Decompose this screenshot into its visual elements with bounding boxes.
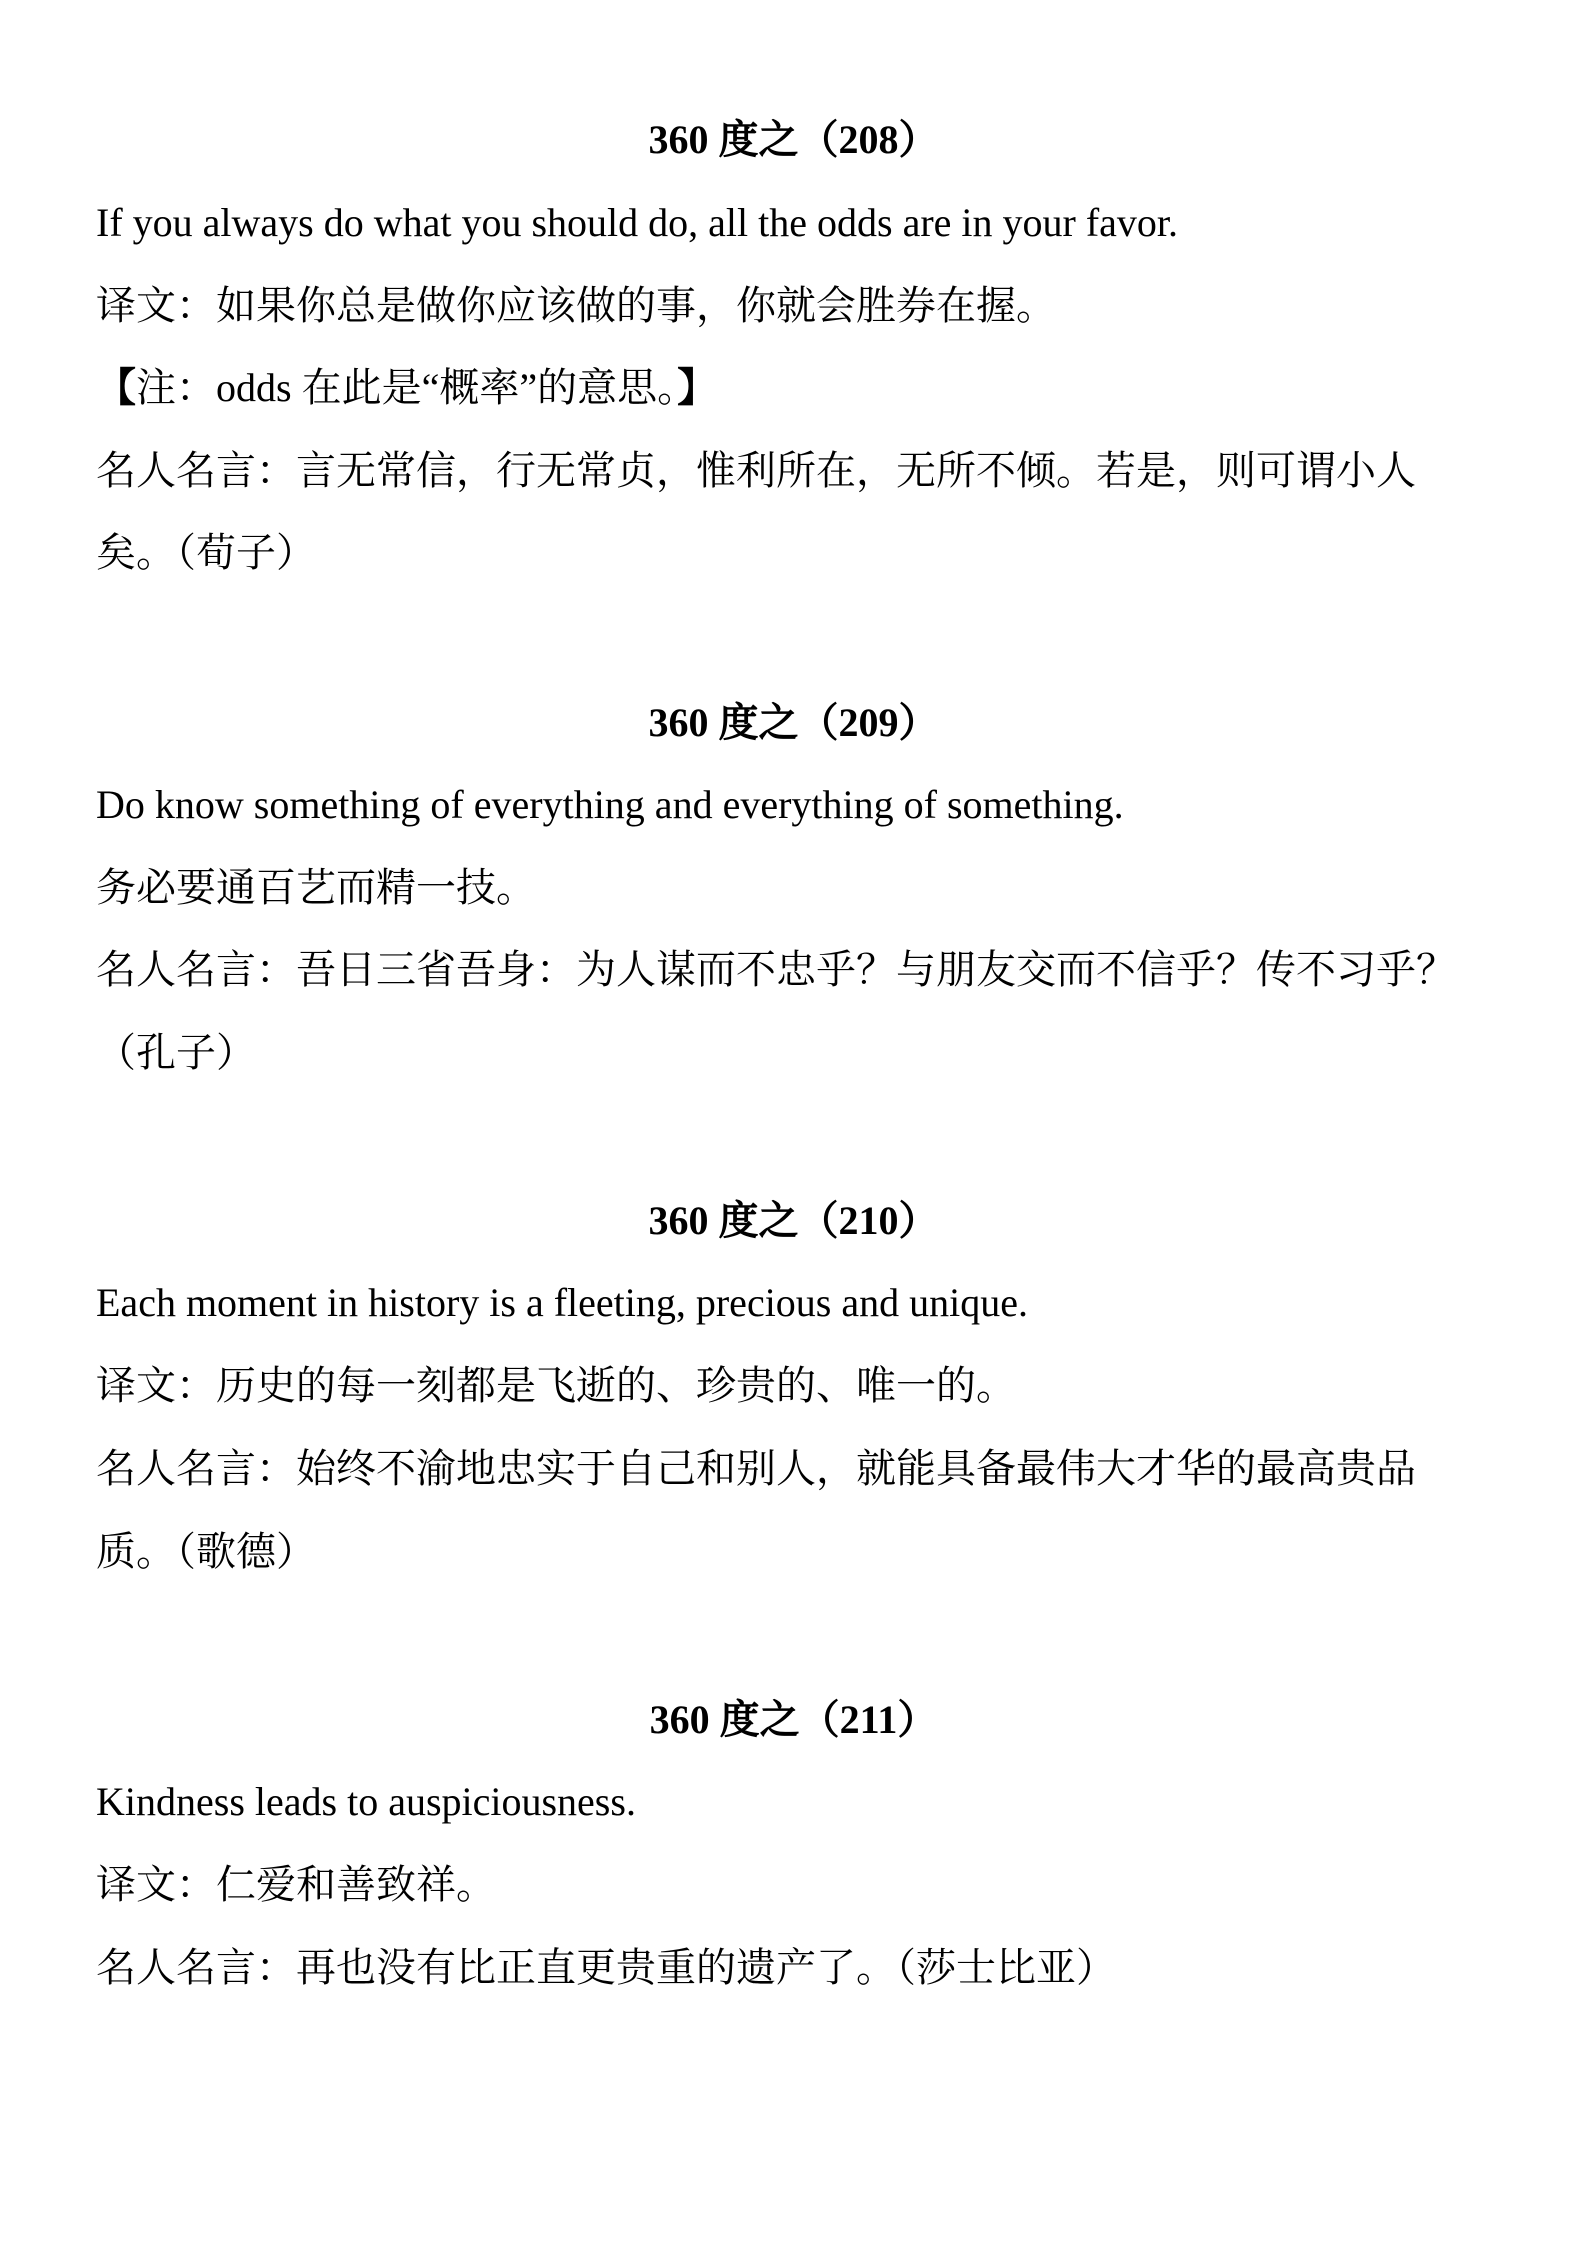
note-open-bracket: 【 xyxy=(96,365,136,410)
translation-209: 务必要通百艺而精一技。 xyxy=(96,865,536,910)
section-heading-210: 360 度之（210） xyxy=(648,1198,939,1243)
note-208 xyxy=(96,360,717,416)
section-heading-209: 360 度之（209） xyxy=(648,700,939,745)
translation-208: 译文：如果你总是做你应该做的事，你就会胜券在握。 xyxy=(96,283,1056,328)
note-text: 注：odds 在此是“概率”的意思。 xyxy=(136,365,678,410)
quote-210-line2: 质。（歌德） xyxy=(96,1529,316,1574)
translation-210: 译文：历史的每一刻都是飞逝的、珍贵的、唯一的。 xyxy=(96,1363,1016,1408)
translation-211: 译文：仁爱和善致祥。 xyxy=(96,1862,496,1907)
quote-209-line2: （孔子） xyxy=(96,1030,256,1075)
quote-208-line2: 矣。（荀子） xyxy=(96,530,316,575)
quote-211-line1: 名人名言：再也没有比正直更贵重的遗产了。（莎士比亚） xyxy=(96,1945,1116,1990)
english-sentence-209: Do know something of everything and everything of something. xyxy=(96,782,1124,827)
section-heading-211: 360 度之（211） xyxy=(649,1697,938,1742)
english-sentence-210: Each moment in history is a fleeting, precious and unique. xyxy=(96,1280,1028,1325)
note-close-bracket: 】 xyxy=(677,365,718,410)
english-sentence-211: Kindness leads to auspiciousness. xyxy=(96,1779,636,1824)
quote-208-line1: 名人名言：言无常信，行无常贞，惟利所在，无所不倾。若是，则可谓小人 xyxy=(96,448,1416,493)
quote-210-line1: 名人名言：始终不渝地忠实于自己和别人，就能具备最伟大才华的最高贵品 xyxy=(96,1446,1416,1491)
english-sentence-208: If you always do what you should do, all the odds are in your favor. xyxy=(96,200,1179,245)
quote-209-line1: 名人名言：吾日三省吾身：为人谋而不忠乎？与朋友交而不信乎？传不习乎？ xyxy=(96,947,1456,992)
section-heading-208: 360 度之（208） xyxy=(648,117,939,162)
